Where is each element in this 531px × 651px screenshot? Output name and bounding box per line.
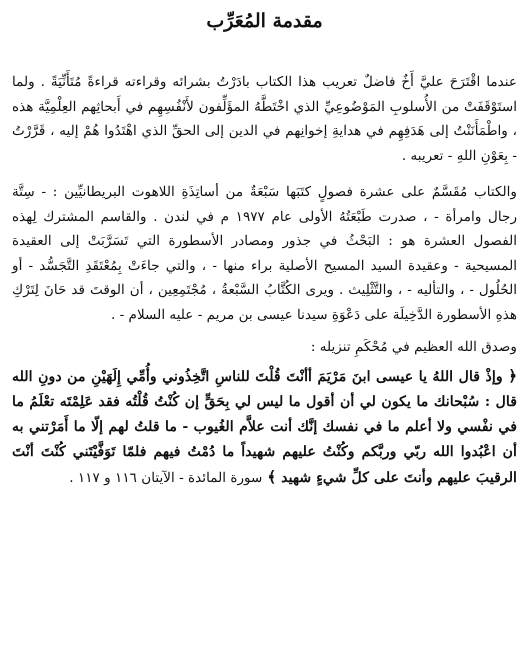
ornament-open-bracket: ﴿: [508, 366, 517, 385]
quran-quote: [12, 364, 517, 491]
quote-reference: سورة المائدة - الآيتان ١١٦ و ١١٧ .: [69, 469, 263, 486]
ornament-close-bracket: ﴾: [267, 467, 277, 486]
intro-paragraph: عندما اقْتَرَحَ عليَّ أَخٌ فاضلٌ تعريب هذا الكتاب بادَرْتُ بشرائه وقراءته قراءةً مُتَأَنِّيَةً . ولما استَوْقَفَتْ من الأُسلوبِ المَوْضُوعِيِّ الذي اخْتَطَّهُ المؤَلِّفون لأَنْفُسِهِم في أَبحاثِهم العِلْمِيَّة هذه ، واطْمَأَنَنْتُ إلى هَدَفِهِم في هدايةِ إخوانِهم في الدين إلى الحقِّ الذي اهْتَدُوا هُمْ إليه ، قَرَّرْتُ - بِعَوْنِ اللهِ - تعريبه .: [12, 74, 517, 164]
quote-intro-line: وصدق الله العظيم في مُحْكَمِ تنزيله :: [310, 339, 517, 355]
page-title: مقدمة المُعَرِّب: [206, 10, 323, 32]
quote-text: وإذْ قال اللهُ يا عيسى ابنَ مَرْيَمَ أأنْتَ قُلْتَ للناسِ اتَّخِذُوني وأُمِّي إِلَهَيْنِ من دونِ الله قال : سُبْحانك ما يكون لي أن أقول ما ليس لي بِحَقٍّ إن كُنْتُ قُلْتُه فقد عَلِمْتَه تعْلَمُ ما في نفْسي ولا أعلم ما في نفسك إنَّك أنت علاَّم الغُيوب - ما قلتُ لهم إلّا ما أَمَرْتني به أن اعْبُدوا الله ربّي وربَّكم وكُنْتُ عليهم شهيداً ما دُمْتُ فيهم فلمّا تَوَفَّيْتَني كُنْتَ أنْتَ الرقيبَ عليهم وأنتَ على كلِّ شيءٍ شهيد: [12, 368, 517, 486]
book-description-paragraph: والكتاب مُقَسَّمٌ على عشرة فصولٍ كتَبَها سَبْعَةٌ من أساتِذَةِ اللاهوت البريطانيِّين : - سِتَّة رجال وامرأة - ، صدرت طَبْعَتُهُ الأولى عام ١٩٧٧ م في لندن . والقاسم المشترك لِهذه الفصول العشرة هو : البَحْثُ في جذور ومصادر الأسطورة التي تَسَرَّبَتْ إلى العقيدة المسيحية - وعقيدة السيد المسيح الأصلية براء منها - ، والتي جاءَتْ بِمُعْتَقَدِ التَّجَسُّد - أو الحُلُول - ، والتأليه - ، والتَّثْلِيث . ويرى الكُتَّابُ السَّبْعةُ ، مُجْتَمِعِين ، أن الوقتَ قد حَانَ لِتَرْكِ هذهِ الأسطورة الدَّخِيلَة على دَعْوَةِ سيدنا عيسى بن مريم - عليه السلام - .: [12, 184, 518, 323]
